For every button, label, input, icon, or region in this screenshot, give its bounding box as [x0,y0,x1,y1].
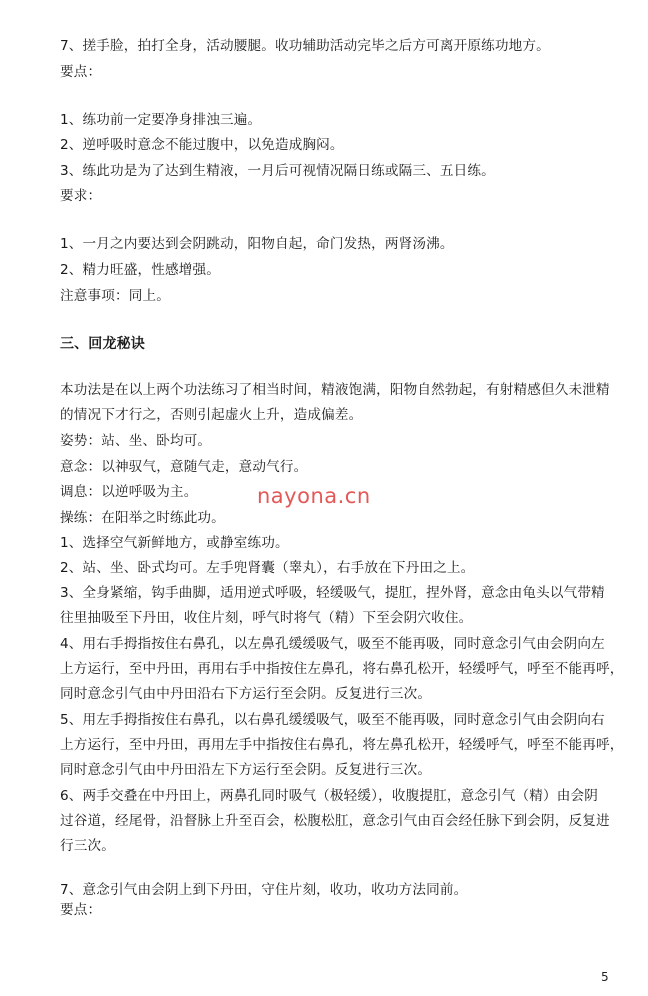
text-line: 同时意念引气由中丹田沿右下方运行至会阴。反复进行三次。 [60,686,432,702]
watermark: nayona.cn [257,484,371,508]
text-line: 同时意念引气由中丹田沿左下方运行至会阴。反复进行三次。 [60,762,432,778]
text-line: 要求： [60,188,102,204]
text-line: 注意事项：同上。 [60,288,170,304]
text-line: 本功法是在以上两个功法练习了相当时间，精液饱满，阳物自然勃起，有射精感但久未泄精 [60,382,610,398]
text-line: 3、练此功是为了达到生精液，一月后可视情况隔日练或隔三、五日练。 [60,163,495,179]
text-line: 1、选择空气新鲜地方，或静室练功。 [60,535,289,551]
text-line: 上方运行，至中丹田，再用右手中指按住左鼻孔，将右鼻孔松开，轻缓呼气，呼至不能再呼， [60,661,624,677]
text-line: 要点： [60,64,102,80]
text-line: 往里抽吸至下丹田，收住片刻，呼气时将气（精）下至会阴穴收住。 [60,610,473,626]
text-line: 行三次。 [60,838,115,854]
text-line: 2、精力旺盛，性感增强。 [60,262,220,278]
text-line: 过谷道，经尾骨，沿督脉上升至百会，松腹松肛，意念引气由百会经任脉下到会阴，反复进 [60,813,610,829]
text-line: 3、全身紧缩，钩手曲脚，适用逆式呼吸，轻缓吸气，提肛，捏外肾，意念由龟头以气带精 [60,585,605,601]
text-line: 姿势：站、坐、卧均可。 [60,433,212,449]
text-line: 4、用右手拇指按住右鼻孔，以左鼻孔缓缓吸气，吸至不能再吸，同时意念引气由会阴向左 [60,636,605,652]
text-line: 2、逆呼吸时意念不能过腹中，以免造成胸闷。 [60,137,344,153]
text-line: 1、练功前一定要净身排浊三遍。 [60,112,262,128]
text-line: 意念：以神驭气，意随气走，意动气行。 [60,459,308,475]
text-line: 调息：以逆呼吸为主。 [60,484,198,500]
text-line: 操练：在阳举之时练此功。 [60,510,225,526]
text-line: 7、搓手脸，拍打全身，活动腰腿。收功辅助活动完毕之后方可离开原练功地方。 [60,38,550,54]
text-line: 7、意念引气由会阴上到下丹田，守住片刻，收功，收功方法同前。 [60,882,468,898]
section-heading: 三、回龙秘诀 [60,336,145,352]
text-line: 6、两手交叠在中丹田上，两鼻孔同时吸气（极轻缓），收腹提肛，意念引气（精）由会阴 [60,788,599,804]
text-line: 的情况下才行之，否则引起虚火上升，造成偏差。 [60,407,363,423]
page-number: 5 [601,970,609,984]
text-line: 上方运行，至中丹田，再用左手中指按住右鼻孔，将左鼻孔松开，轻缓呼气，呼至不能再呼， [60,737,624,753]
text-line: 要点： [60,902,102,918]
text-line: 2、站、坐、卧式均可。左手兜肾囊（睾丸），右手放在下丹田之上。 [60,560,475,576]
text-line: 5、用左手拇指按住右鼻孔，以右鼻孔缓缓吸气，吸至不能再吸，同时意念引气由会阴向右 [60,712,605,728]
text-line: 1、一月之内要达到会阴跳动，阳物自起，命门发热，两肾汤沸。 [60,236,454,252]
